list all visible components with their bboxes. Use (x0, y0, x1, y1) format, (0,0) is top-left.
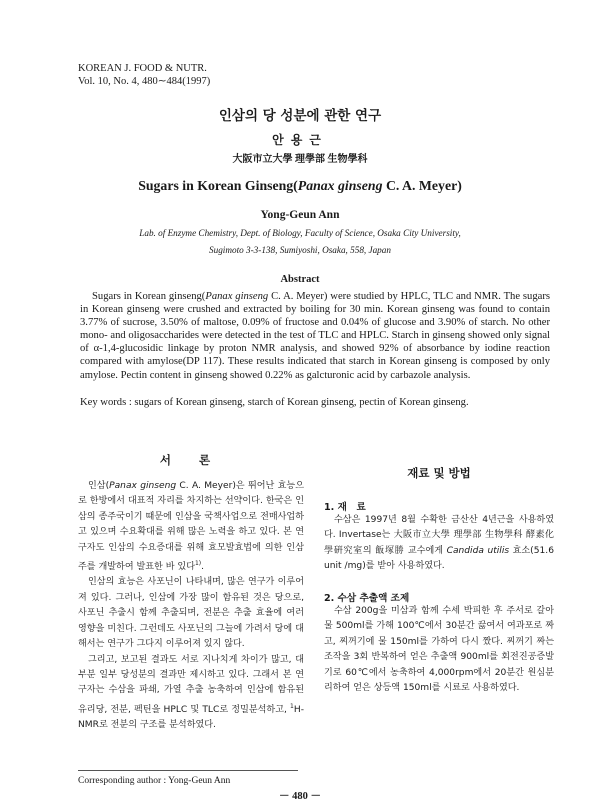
abstract-heading: Abstract (280, 274, 320, 285)
corresponding-author: Corresponding author : Yong-Geun Ann (78, 776, 231, 786)
intro-paragraph-1: 인삼(Panax ginseng C. A. Meyer)은 뛰어난 효능으로 한방에서 대표적 자리를 차지하는 선약이다. 한국은 인삼의 종주국이기 때문에 인삼을 국책사업으로 전매사업하고 있으며 수요확대를 위해 많은 노력을 하고 있다. 본 연구자도 인삼의 수요증대를 위해 효모발효법에 의한 인삼주를 개발하여 발표한 바 있다$^{1)}$. (78, 481, 304, 573)
methods-subheading-1: 1. 재 료 (324, 502, 366, 513)
english-title-post: C. A. Meyer) (382, 178, 462, 193)
korean-author: 안용근 (272, 133, 328, 147)
korean-affiliation: 大阪市立大學 理學部 生物學科 (232, 154, 368, 165)
enzyme-species: Candida utilis (446, 545, 510, 556)
intro-paragraph-3: 그리고, 보고된 결과도 서로 지나치게 차이가 많고, 대부분 일부 당성분의 결과만 제시하고 있다. 그래서 본 연구자는 수삼을 파쇄, 가열 추출 농축하여 인삼에 함유된 유리당, 전분, 펙틴을 HPLC 및 TLC로 정밀분석하고, $^1$H-NMR로 전분의 구조를 분석하였다. (78, 654, 304, 731)
korean-title: 인삼의 당 성분에 관한 연구 (218, 108, 382, 124)
journal-name: KOREAN J. FOOD & NUTR. (78, 63, 207, 74)
footnote-rule (78, 770, 298, 771)
english-title-species: Panax ginseng (297, 178, 383, 193)
affiliation-line-2: Sugimoto 3-3-138, Sumiyoshi, Osaka, 558, Japan (209, 245, 391, 255)
abstract-text-2: C. A. Meyer) were studied by HPLC, TLC and NMR. The sugars in Korean ginseng were crushed and extracted by boiling for 30 min. Korean ginseng was found to contain 3.77% of sucrose, 3.50% of maltose, 0.09% of fructose and 0.04% of glucose and 3.90% of starch. No other mono- and oligosaccharides were detected in the test of TLC and HPLC. Starch in ginseng showed only signal of α-1,4-glucosidic linkage by proton NMR analysis, and showed 92% of absorbance by iodine reaction compared with amylose(DP 117). These results indicated that starch in Korean ginseng is composed by only amylose. Pectin content in ginseng showed 0.22% as galcturonic acid by carbazole analysis. (80, 291, 550, 381)
methods-heading: 재료 및 방법 (407, 466, 471, 480)
journal-citation (78, 62, 210, 88)
methods-section-2: 수삼 200g을 미삼과 함께 수세 박피한 후 주서로 갈아 물 500ml를 가해 100℃에서 30분간 끓여서 여과포로 짜고, 찌꺼기에 물 150ml를 가하여 다시 짰다. 찌꺼기 짜는 조작을 3회 반복하여 얻은 추출액 900ml를 회전진공증발기로 60℃에서 농축하여 4,000rpm에서 20분간 원심분리하여 얻은 상등액 150ml를 시료로 사용하였다. (324, 606, 554, 694)
page-number: － 480 － (279, 791, 321, 802)
intro-paragraph-2: 인삼의 효능은 사포닌이 나타내며, 많은 연구가 이루어져 있다. 그러나, 인삼에 가장 많이 함유된 것은 당으로, 사포닌 추출시 함께 추출되며, 전분은 추출 효율에 여러 영향을 미친다. 그런데도 사포닌의 그늘에 가려서 당에 대해서는 연구가 그다지 이루어져 있지 않다. (78, 577, 304, 650)
methods-section-1: 수삼은 1997년 8월 수확한 금산산 4년근을 사용하였다. Invertase는 大阪市立大學 理學部 生物學科 酵素化學硏究室의 飯塚勝 교수에게 Candida utilis 효소(51.6 unit /mg)를 받아 사용하였다. (324, 515, 554, 572)
nmr-superscript: 1 (290, 702, 294, 710)
english-title (0, 178, 600, 194)
methods-subheading-2: 2. 수삼 추출액 조제 (324, 593, 410, 604)
affiliation-line-1: Lab. of Enzyme Chemistry, Dept. of Biology, Faculty of Science, Osaka City University, (139, 228, 461, 238)
journal-volume: Vol. 10, No. 4, 480∼484(1997) (78, 76, 211, 87)
english-title-pre: Sugars in Korean Ginseng( (138, 178, 298, 193)
intro-species: Panax ginseng (109, 481, 177, 491)
intro-heading: 서 론 (159, 453, 223, 467)
abstract-body (80, 290, 550, 382)
citation-ref: 1) (194, 560, 202, 568)
abstract-species: Panax ginseng (205, 291, 269, 302)
keywords: Key words : sugars of Korean ginseng, starch of Korean ginseng, pectin of Korean ginseng. (80, 397, 469, 408)
intro-body (78, 479, 304, 734)
english-author: Yong-Geun Ann (260, 209, 340, 221)
english-affiliation (0, 225, 600, 259)
abstract-text-1: Sugars in Korean ginseng( (92, 291, 206, 302)
